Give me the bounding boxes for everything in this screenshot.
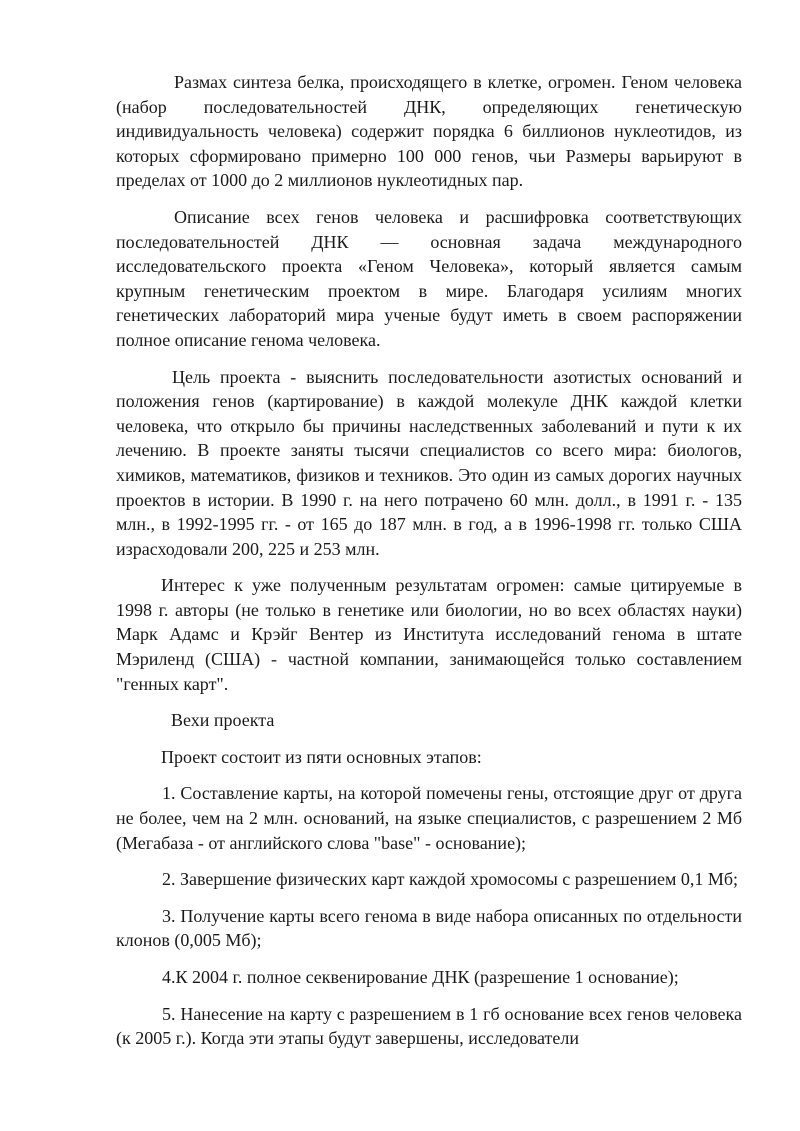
paragraph-genome-project-goal: Описание всех генов человека и расшифровка соответствующих последовательностей ДНК — основная задача международного исследовательского проекта «Геном Человека», который является самым крупным генетическим проектом в мире. Благодаря усилиям многих генетических лабораторий мира ученые будут иметь в своем распоряжении полное описание генома человека.: [116, 206, 742, 350]
document-page: [116, 70, 742, 1063]
list-item-stage-5: 5. Нанесение на карту с разрешением в 1 гб основание всех генов человека (к 2005 г.). Когда эти этапы будут завершены, исследователи: [116, 1003, 742, 1049]
list-item-stage-1: 1. Составление карты, на которой помечены гены, отстоящие друг от друга не более, чем на 2 млн. оснований, на языке специалистов, с разрешением 2 Мб (Мегабаза - от английского слова "base" - основание);: [116, 783, 742, 853]
paragraph-interest-results: Интерес к уже полученным результатам огромен: самые цитируемые в 1998 г. авторы (не только в генетике или биологии, но во всех областях науки) Марк Адамс и Крэйг Вентер из Института исследований генома в штате Мэриленд (США) - частной компании, занимающейся только составлением "генных карт".: [116, 575, 742, 694]
list-item-stage-2: 2. Завершение физических карт каждой хромосомы с разрешением 0,1 Мб;: [162, 869, 739, 890]
paragraph-project-stages-intro: Проект состоит из пяти основных этапов:: [161, 746, 482, 767]
paragraph-project-aim: Цель проекта - выяснить последовательности азотистых оснований и положения генов (картирование) в каждой молекуле ДНК каждой клетки человека, что открыло бы причины наследственных заболеваний и пути к их лечению. В проекте заняты тысячи специалистов со всего мира: биологов, химиков, математиков, физиков и техников. Это один из самых дорогих научных проектов в истории. В 1990 г. на него потрачено 60 млн. долл., в 1991 г. - 135 млн., в 1992-1995 гг. - от 165 до 187 млн. в год, а в 1996-1998 гг. только США израсходовали 200, 225 и 253 млн.: [116, 366, 742, 559]
paragraph-protein-synthesis: Размах синтеза белка, происходящего в клетке, огромен. Геном человека (набор последовательностей ДНК, определяющих генетическую индивидуальность человека) содержит порядка 6 биллионов нуклеотидов, из которых сформировано примерно 100 000 генов, чьи Размеры варьируют в пределах от 1000 до 2 миллионов нуклеотидных пар.: [116, 72, 742, 191]
heading-project-milestones: Вехи проекта: [171, 710, 275, 731]
list-item-stage-3: 3. Получение карты всего генома в виде набора описанных по отдельности клонов (0,005 Мб);: [116, 905, 742, 951]
list-item-stage-4: 4.К 2004 г. полное секвенирование ДНК (разрешение 1 основание);: [162, 967, 679, 987]
